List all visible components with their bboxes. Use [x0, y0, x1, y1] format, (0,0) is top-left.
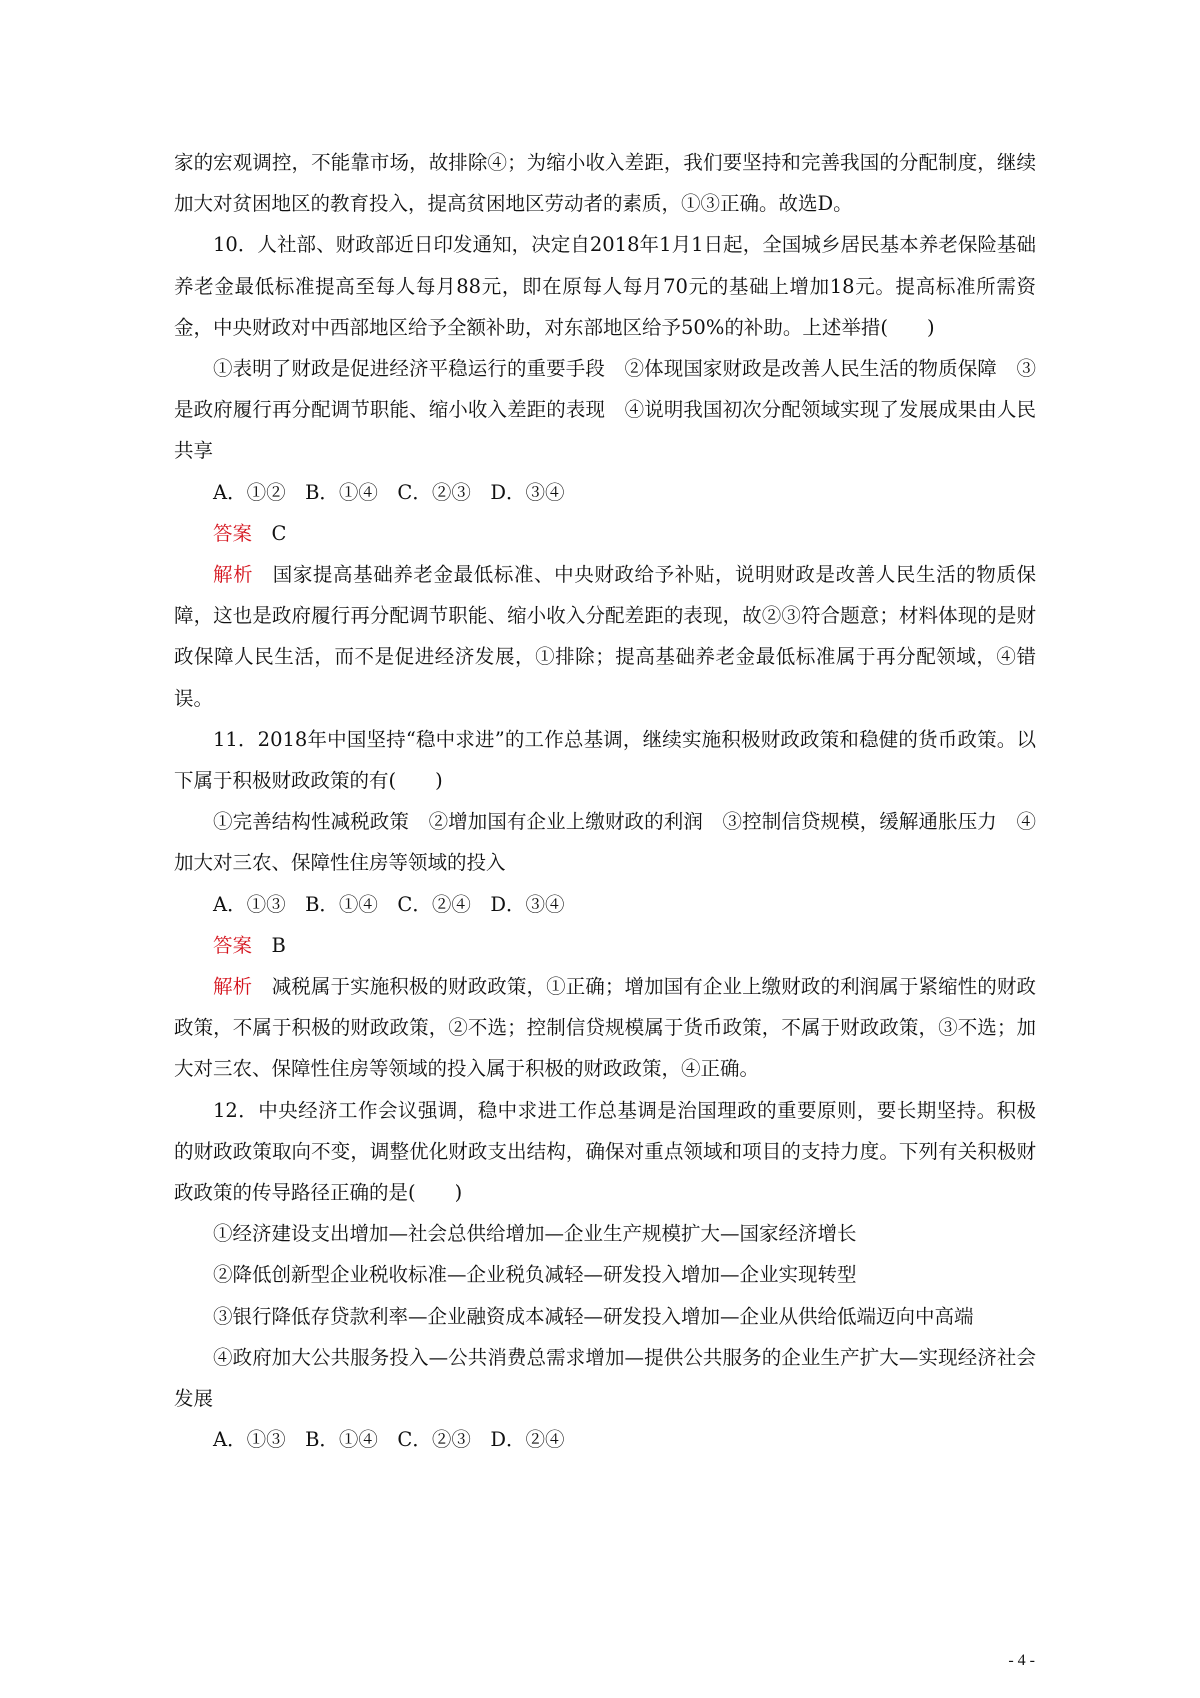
- question-11-answer: [174, 925, 1036, 966]
- question-10-analysis: [174, 554, 1036, 719]
- answer-label: 答案: [213, 933, 253, 957]
- question-12-options: A．①③ B．①④ C．②③ D．②④: [213, 1428, 565, 1452]
- page-number: - 4 -: [1008, 1652, 1035, 1669]
- analysis-text: 减税属于实施积极的财政政策，①正确；增加国有企业上缴财政的利润属于紧缩性的财政政策，不属于积极的财政政策，②不选；控制信贷规模属于货币政策，不属于财政政策，③不选；加大对三农、保障性住房等领域的投入属于积极的财政政策，④正确。: [174, 975, 1036, 1081]
- answer-value: B: [271, 933, 286, 957]
- analysis-text: 国家提高基础养老金最低标准、中央财政给予补贴，说明财政是改善人民生活的物质保障，这也是政府履行再分配调节职能、缩小收入分配差距的表现，故②③符合题意；材料体现的是财政保障人民生活，而不是促进经济发展，①排除；提高基础养老金最低标准属于再分配领域，④错误。: [174, 563, 1036, 710]
- question-12-item-1: ①经济建设支出增加—社会总供给增加—企业生产规模扩大—国家经济增长: [213, 1222, 857, 1246]
- question-12-stem: 12．中央经济工作会议强调，稳中求进工作总基调是治国理政的重要原则，要长期坚持。积极的财政政策取向不变，调整优化财政支出结构，确保对重点领域和项目的支持力度。下列有关积极财政政策的传导路径正确的是( ): [174, 1098, 1036, 1205]
- question-11-analysis: [174, 966, 1036, 1090]
- question-12-item-3: ③银行降低存贷款利率—企业融资成本减轻—研发投入增加—企业从供给低端迈向中高端: [213, 1304, 974, 1328]
- question-10-stem: 10．人社部、财政部近日印发通知，决定自2018年1月1日起，全国城乡居民基本养老保险基础养老金最低标准提高至每人每月88元，即在原每人每月70元的基础上增加18元。提高标准所需资金，中央财政对中西部地区给予全额补助，对东部地区给予50%的补助。上述举措( ): [174, 233, 1036, 339]
- paragraph-continued: 家的宏观调控，不能靠市场，故排除④；为缩小收入差距，我们要坚持和完善我国的分配制度，继续加大对贫困地区的教育投入，提高贫困地区劳动者的素质，①③正确。故选D。: [174, 151, 1036, 216]
- question-11-stem: 11．2018年中国坚持“稳中求进”的工作总基调，继续实施积极财政政策和稳健的货币政策。以下属于积极财政政策的有( ): [174, 727, 1036, 793]
- question-10-items: ①表明了财政是促进经济平稳运行的重要手段 ②体现国家财政是改善人民生活的物质保障 ③是政府履行再分配调节职能、缩小收入差距的表现 ④说明我国初次分配领域实现了发展成果由人民共享: [174, 357, 1036, 463]
- question-11-items: ①完善结构性减税政策 ②增加国有企业上缴财政的利润 ③控制信贷规模，缓解通胀压力 ④加大对三农、保障性住房等领域的投入: [174, 810, 1036, 875]
- question-12-item-2: ②降低创新型企业税收标准—企业税负减轻—研发投入增加—企业实现转型: [213, 1263, 857, 1287]
- question-10-answer: [174, 513, 1036, 554]
- answer-label: 答案: [213, 521, 253, 545]
- question-10-options: A．①② B．①④ C．②③ D．③④: [213, 480, 565, 504]
- question-12-item-4: ④政府加大公共服务投入—公共消费总需求增加—提供公共服务的企业生产扩大—实现经济社会发展: [174, 1345, 1036, 1411]
- question-11-options: A．①③ B．①④ C．②④ D．③④: [213, 892, 565, 916]
- document-body: [174, 142, 1036, 1461]
- answer-value: C: [271, 521, 287, 545]
- analysis-label: 解析: [213, 563, 254, 587]
- analysis-label: 解析: [213, 975, 253, 999]
